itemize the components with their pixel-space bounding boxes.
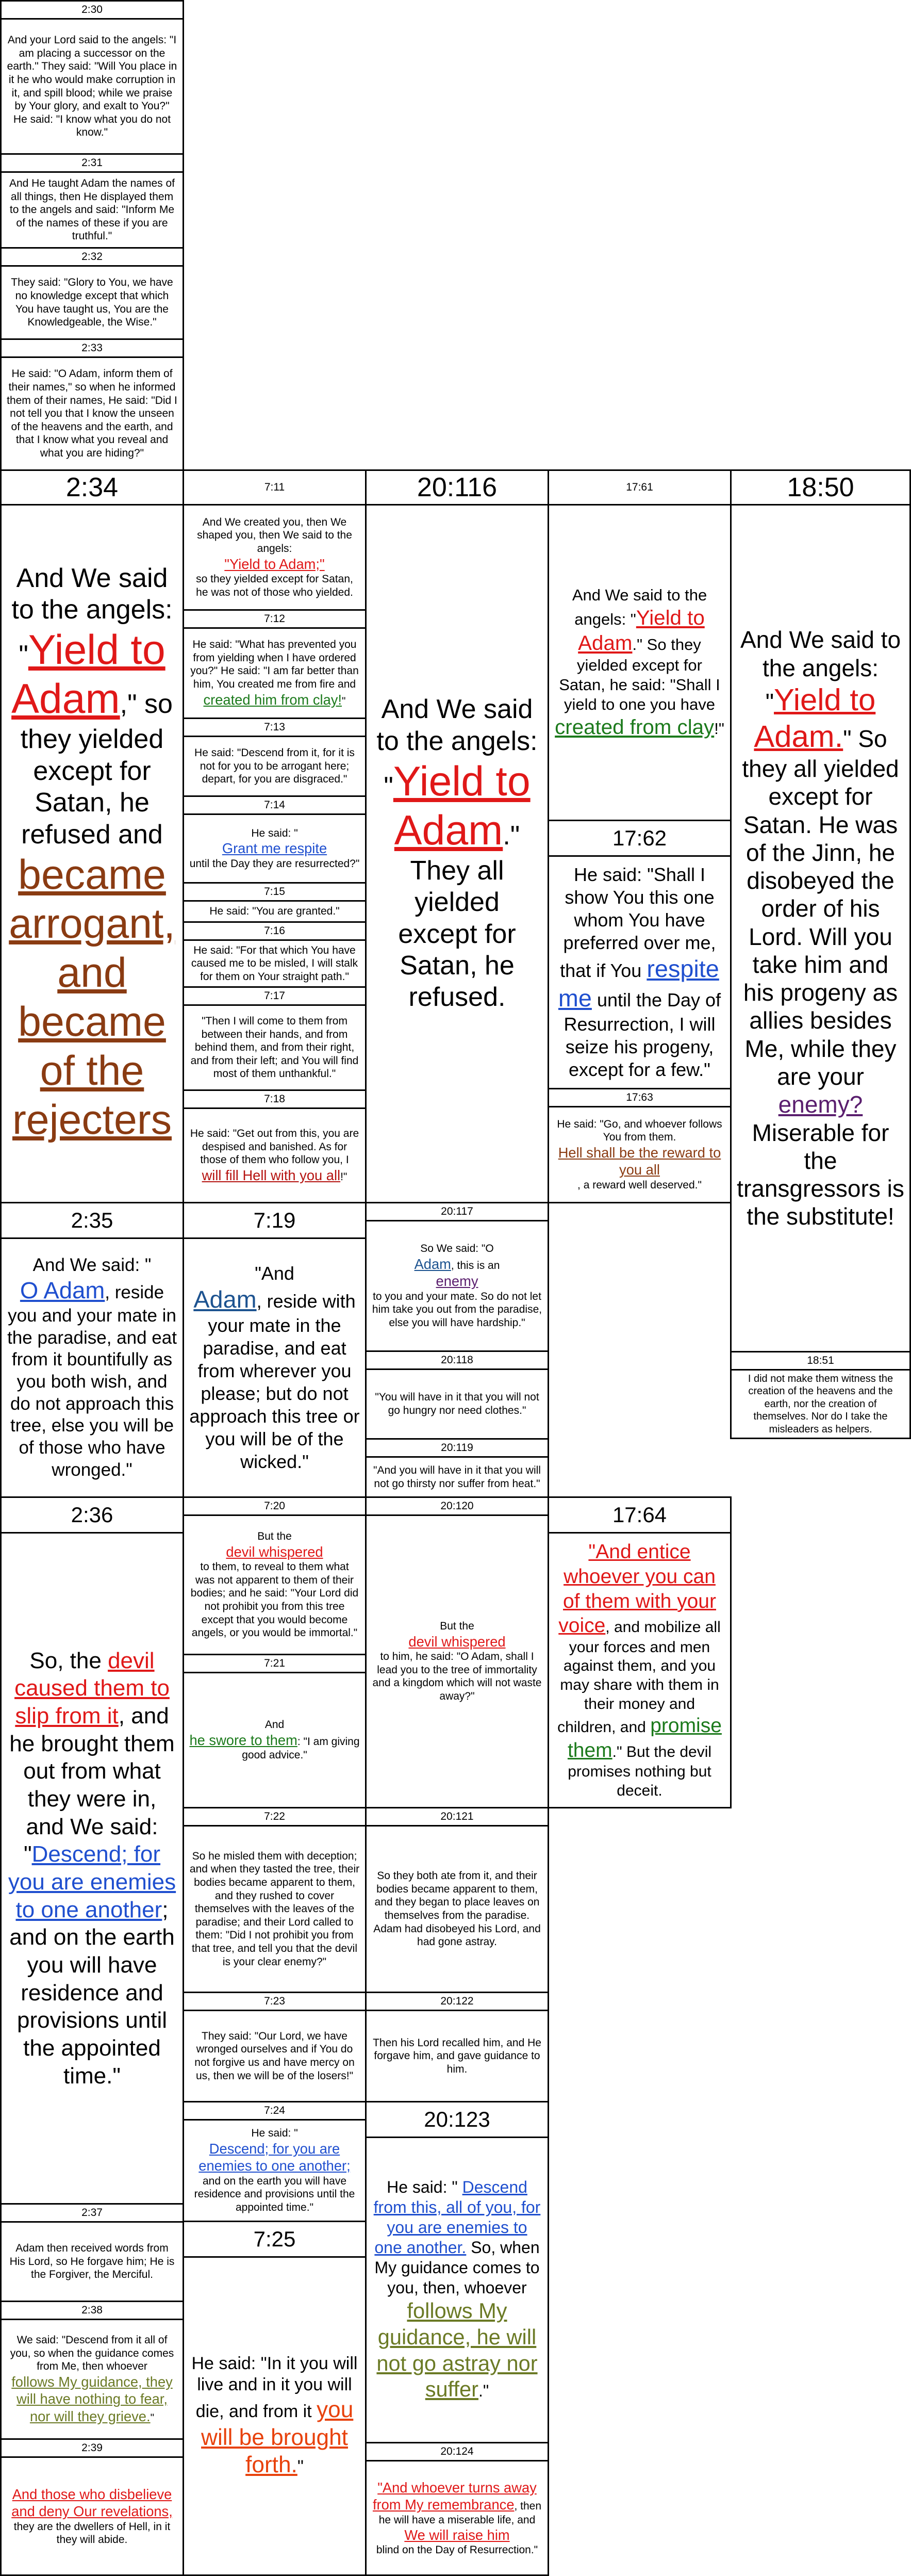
highlight-descend-enemies: Descend; for you are enemies to one another [8,1841,176,1922]
text-segment: , and he brought them out from what they were in, and We said: " [9,1703,175,1867]
verse-header-20-121: 20:121 [365,1807,549,1827]
highlight-adam: Adam [414,1256,451,1273]
text-segment: , this is an [451,1260,500,1272]
verse-header-18-51: 18:51 [730,1351,911,1371]
highlight-created-him-from-clay: created him from clay! [203,691,342,708]
verse-header-7-18: 7:18 [183,1089,367,1109]
highlight-yield-to-adam: "Yield to Adam;" [224,556,325,572]
text-segment: " So they all yielded except for Satan. He was of the Jinn, he disobeyed the order of his Lord. Will you take him and his progeny as allies besides Me, while they are your [742,725,899,1090]
text-segment: and on the earth you will have residence and provisions until the appointed time." [194,2175,355,2213]
verse-header-2-33: 2:33 [0,338,184,358]
verse-text-2-35 [0,1237,184,1498]
verse-header-7-16: 7:16 [183,921,367,941]
verse-text: Adam then received words from His Lord, so He forgave him; He is the Forgiver, the Merciful. [9,2242,175,2281]
verse-header-7-22: 7:22 [183,1807,367,1827]
verse-text-2-36 [0,1532,184,2205]
verse-header-7-20: 7:20 [183,1496,367,1516]
highlight-fill-hell: will fill Hell with you all [202,1167,341,1183]
highlight-o-adam: O Adam [20,1277,105,1304]
verse-header-2-38: 2:38 [0,2301,184,2320]
verse-header-2-36: 2:36 [0,1496,184,1534]
highlight-devil-caused-slip: devil caused them to slip from it [14,1648,170,1729]
text-segment: , and mobilize all your forces and men against them, and you may share with them in their money and children, and [557,1619,721,1736]
verse-text: He said: "Descend from it, for it is not for you to be arrogant here; depart, for you are disgraced." [194,747,355,786]
verse-text-20-123 [365,2137,549,2443]
highlight-devil-whispered: devil whispered [226,1543,323,1560]
verse-header-7-14: 7:14 [183,795,367,815]
highlight-enemy: enemy? [778,1091,863,1118]
verse-text: So they both ate from it, and their bodies became apparent to them, and they began to place leaves on themselves from the paradise. Adam had disobeyed his Lord, and had gone astray. [373,1870,541,1948]
verse-text-7-25 [183,2256,367,2576]
highlight-adam: Adam [193,1286,257,1313]
verse-text-2-32 [0,265,184,340]
verse-text-17-62 [548,855,732,1089]
highlight-turns-away: "And whoever turns away from My remembrance [372,2479,537,2513]
highlight-raise-him: We will raise him [404,2527,510,2544]
verse-header-20-124: 20:124 [365,2442,549,2461]
highlight-yield-to-adam: Yield to Adam. [754,682,876,754]
text-segment: And We said to the angels: " [572,586,707,628]
verse-header-7-11: 7:11 [183,469,367,506]
highlight-he-swore: he swore to them [189,1732,297,1748]
verse-text-20-122 [365,2010,549,2102]
highlight-yield-to-adam: Yield to Adam [393,758,531,854]
text-segment: And We said: " [32,1254,152,1275]
verse-text: They said: "Glory to You, we have no knowledge except that which You have taught us, You are the Knowledgeable, the Wise." [11,276,173,329]
highlight-promise-them: promise them [567,1715,722,1762]
verse-text-20-119 [365,1456,549,1498]
text-segment: And We said to the angels: " [376,694,538,802]
text-segment: And We said to the angels: " [11,563,173,671]
verse-text-7-17 [183,1004,367,1091]
verse-header-18-50: 18:50 [730,469,911,506]
verse-text-20-116 [365,504,549,1203]
verse-header-20-119: 20:119 [365,1438,549,1458]
text-segment: , a reward well deserved." [577,1179,702,1191]
verse-text: And He taught Adam the names of all things, then He displayed them to the angels and said: "Inform Me of the names of these if you are truthful." [9,177,175,242]
highlight-grant-me-respite: Grant me respite [222,840,327,857]
verse-text-7-14 [183,813,367,884]
verse-text: "Then I will come to them from between their hands, and from behind them, and from their right, and from their left; and You will find most of them unthankful." [190,1015,359,1080]
verse-text-7-22 [183,1825,367,1993]
text-segment: " [150,2411,155,2424]
text-segment: ," so they yielded except for Satan, he refused and [20,689,173,850]
verse-header-7-23: 7:23 [183,1992,367,2011]
verse-text: So he misled them with deception; and when they tasted the tree, their bodies became apparent to them, and they rushed to cover themselves with the leaves of the paradise; and their Lord called to them: "Did I not prohibit you from that tree, and tell you that the devil is your clear enemy?" [189,1850,360,1968]
verse-text: They said: "Our Lord, we have wronged ourselves and if You do not forgive us and have mercy on us, then we will be of the losers!" [194,2030,355,2082]
verse-text-7-19 [183,1237,367,1498]
verse-text-18-50 [730,504,911,1352]
verse-text-20-120 [365,1514,549,1808]
verse-text-20-121 [365,1825,549,1993]
text-segment: ; and on the earth you will have residence and provisions until the appointed time." [9,1897,175,2089]
verse-text-7-21 [183,1672,367,1808]
verse-header-17-61: 17:61 [548,469,732,506]
text-segment: He said: " [251,2127,298,2140]
text-segment: So We said: "O [420,1243,494,1255]
highlight-hell-reward: Hell shall be the reward to you all [558,1145,721,1178]
text-segment: And We created you, then We shaped you, then We said to the angels: [197,516,352,555]
text-segment: !" [714,719,724,738]
verse-text-7-20 [183,1514,367,1655]
verse-header-7-24: 7:24 [183,2101,367,2121]
verse-text-7-18 [183,1107,367,1203]
highlight-became-arrogant: became arrogant, and became of the rejecters [9,851,175,1144]
verse-text: And your Lord said to the angels: "I am placing a successor on the earth." They said: "Will You place in it he who would make corruption in it, and spill blood; while we praise by Your glory, and exalt to You?" He said: "I know what you do not know." [7,34,177,139]
highlight-yield-to-adam: Yield to Adam [578,606,705,655]
verse-text-17-63 [548,1106,732,1203]
verse-text-17-61 [548,504,732,821]
verse-text-20-124 [365,2460,549,2576]
verse-header-20-123: 20:123 [365,2101,549,2138]
verse-text-18-51 [730,1369,911,1439]
text-segment: , then he will have a miserable life, and [378,2500,542,2526]
verse-text-7-24 [183,2119,367,2222]
verse-text: He said: "You are granted." [209,905,340,918]
verse-header-20-116: 20:116 [365,469,549,506]
verse-text: "And you will have in it that you will not go thirsty nor suffer from heat." [373,1464,541,1490]
verse-text-20-117 [365,1220,549,1352]
highlight-follows-guidance: follows My guidance, he will not go astray nor suffer [376,2298,538,2402]
verse-header-20-118: 20:118 [365,1350,549,1370]
highlight-created-from-clay: created from clay [555,715,715,739]
highlight-brought-forth: you will be brought forth. [201,2396,354,2478]
highlight-yield-to-adam: Yield to Adam [11,627,165,723]
highlight-enemy: enemy [436,1273,478,1290]
verse-header-2-30: 2:30 [0,0,184,20]
verse-header-7-19: 7:19 [183,1202,367,1239]
verse-header-2-37: 2:37 [0,2203,184,2223]
verse-text-2-31 [0,171,184,249]
text-segment: He said: "What has prevented you from yielding when I have ordered you?" He said: "I am far better than him, You created me from fire and [190,639,359,690]
verse-text-2-39 [0,2456,184,2576]
verse-text-7-13 [183,736,367,797]
text-segment: " [342,695,346,707]
verse-header-7-13: 7:13 [183,718,367,737]
verse-header-2-31: 2:31 [0,153,184,173]
highlight-disbelieve-deny: And those who disbelieve and deny Our revelations, [11,2486,173,2520]
text-segment: to him, he said: "O Adam, shall I lead you to the tree of immortality and a kingdom which will not waste away?" [372,1651,542,1703]
highlight-devil-whispered: devil whispered [408,1633,506,1650]
verse-text-7-15 [183,900,367,923]
text-segment: "And [255,1263,294,1284]
highlight-respite-me: respite me [558,955,719,1012]
verse-text-7-23 [183,2010,367,2102]
text-segment: He said: " [387,2177,458,2196]
verse-header-17-63: 17:63 [548,1088,732,1107]
text-segment: blind on the Day of Resurrection." [376,2544,538,2556]
text-segment: And We said to the angels: " [740,626,901,715]
verse-text: "You will have in it that you will not go hungry nor need clothes." [375,1391,539,1416]
text-segment: And [264,1719,285,1731]
verse-header-2-34: 2:34 [0,469,184,506]
text-segment: So, the [29,1648,102,1673]
verse-text-7-11 [183,504,367,611]
verse-header-2-32: 2:32 [0,247,184,267]
highlight-follows-guidance: follows My guidance, they will have nothing to fear, nor will they grieve. [11,2373,173,2424]
text-segment: But the [440,1620,474,1633]
verse-text-2-30 [0,18,184,155]
text-segment: ." They all yielded except for Satan, he refused. [398,820,520,1013]
text-segment: Miserable for the transgressors is the substitute! [737,1119,904,1230]
text-segment: to them, to reveal to them what was not apparent to them of their bodies; and he said: "Your Lord did not prohibit you from this tree except that you would become angels, or you would be immortal." [190,1561,359,1639]
verse-text: I did not make them witness the creation of the heavens and the earth, nor the creation of themselves. Nor do I take the misleaders as helpers. [748,1373,893,1435]
verse-header-7-17: 7:17 [183,986,367,1006]
verse-header-7-15: 7:15 [183,882,367,902]
verse-header-7-21: 7:21 [183,1654,367,1673]
verse-text-2-37 [0,2221,184,2302]
text-segment: so they yielded except for Satan, he was not of those who yielded. [196,573,353,598]
verse-header-20-120: 20:120 [365,1496,549,1516]
verse-header-20-122: 20:122 [365,1992,549,2011]
verse-header-2-35: 2:35 [0,1202,184,1239]
text-segment: until the Day they are resurrected?" [189,857,360,870]
verse-text: He said: "O Adam, inform them of their names," so when he informed them of their names, He said: "Did I not tell you that I know the unseen of the heavens and the earth, and that I know what you reveal and what you are hiding?" [7,368,177,460]
text-segment: " [297,2457,304,2477]
verse-header-7-25: 7:25 [183,2221,367,2258]
text-segment: He said: "Go, and whoever follows You from them. [557,1118,722,1144]
text-segment: !" [340,1170,347,1183]
verse-text-7-16 [183,939,367,988]
text-segment: We said: "Descend from it all of you, so when the guidance comes from Me, then whoever [10,2334,174,2373]
verse-header-20-117: 20:117 [365,1202,549,1221]
verse-text-2-34 [0,504,184,1203]
verse-text: Then his Lord recalled him, and He forgave him, and gave guidance to him. [373,2036,541,2075]
text-segment: ." But the devil promises nothing but deceit. [568,1743,712,1799]
text-segment: He said: "Get out from this, you are despised and banished. As for those of them who follow you, I [190,1127,359,1166]
text-segment: ." So they yielded except for Satan, he said: "Shall I yield to one you have [559,635,720,713]
text-segment: to you and your mate. So do not let him take you out from the paradise, else you will have hardship." [372,1290,542,1329]
verse-text-7-12 [183,627,367,719]
text-segment: , reside with your mate in the paradise, and eat from wherever you please; but do not approach this tree or you will be of the wicked." [189,1291,360,1472]
text-segment: ." [478,2382,489,2401]
verse-text-20-118 [365,1368,549,1440]
verse-header-7-12: 7:12 [183,609,367,629]
verse-header-17-64: 17:64 [548,1496,732,1534]
verse-header-17-62: 17:62 [548,820,732,857]
text-segment: He said: "In it you will live and in it you will die, and from it [191,2353,358,2421]
highlight-descend-enemies: Descend from this, all of you, for you are enemies to one another. [373,2177,541,2257]
verse-text-2-33 [0,356,184,471]
verse-text-17-64 [548,1532,732,1808]
verse-header-2-39: 2:39 [0,2438,184,2458]
text-segment: He said: " [251,827,298,839]
text-segment: But the [257,1530,292,1543]
text-segment: they are the dwellers of Hell, in it they will abide. [13,2520,171,2546]
highlight-descend-enemies: Descend; for you are enemies to one another; [198,2141,351,2174]
verse-text: He said: "For that which You have caused me to be misled, I will stalk for them on Your straight path." [191,944,358,983]
verse-text-2-38 [0,2319,184,2440]
text-segment: , reside you and your mate in the paradise, and eat from it bountifully as you both wish, and do not approach this tree, else you will be of those who have wronged." [7,1282,177,1480]
text-segment: : "I am giving good advice." [242,1735,360,1762]
text-segment: until the Day of Resurrection, I will seize his progeny, except for a few." [564,989,721,1080]
text-segment: He said: "Shall I show You this one whom You have preferred over me, that if You [560,864,716,981]
highlight-entice: "And entice whoever you can of them with your voice [558,1541,716,1637]
text-segment: So, when My guidance comes to you, then, whoever [374,2238,540,2297]
